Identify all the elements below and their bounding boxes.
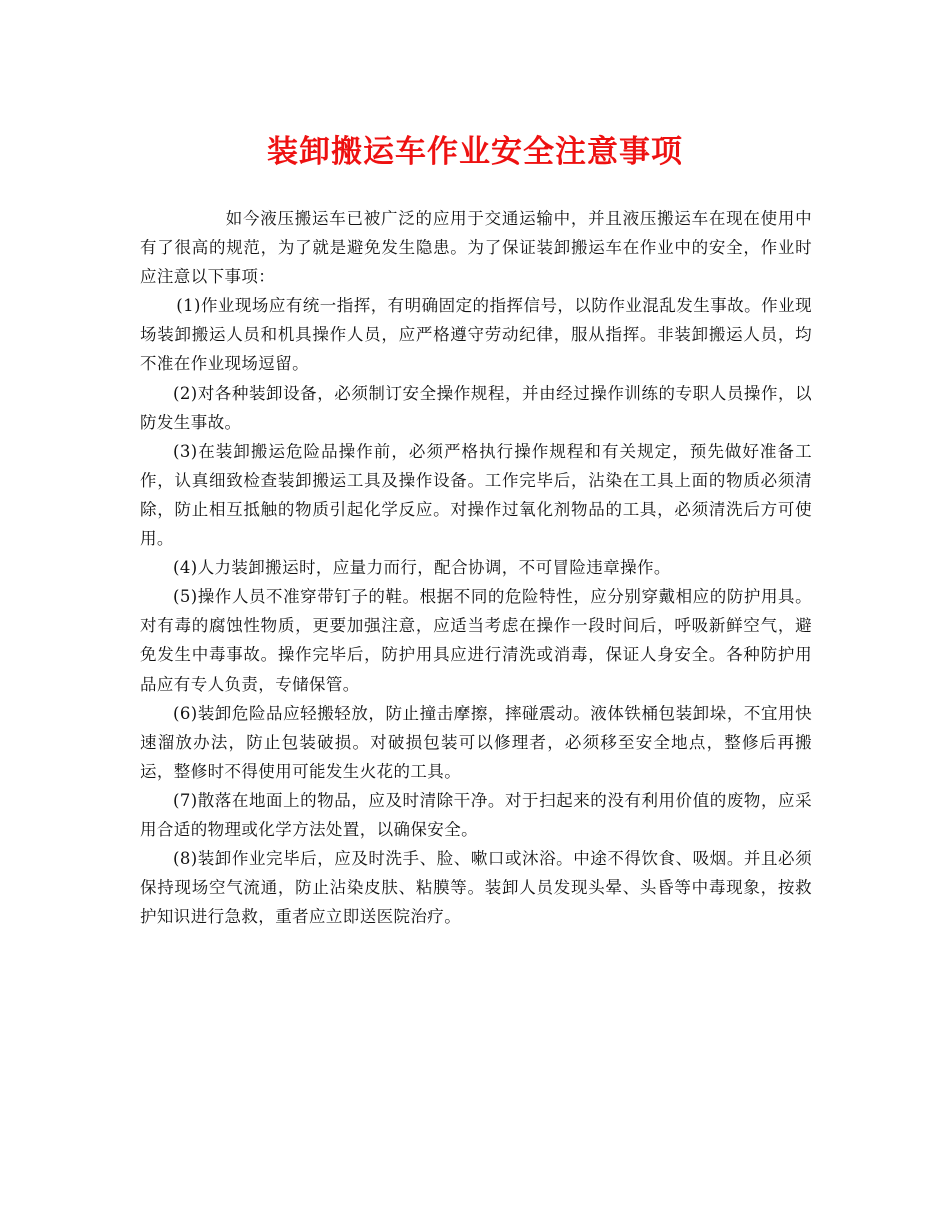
intro-paragraph: 如今液压搬运车已被广泛的应用于交通运输中，并且液压搬运车在现在使用中有了很高的规范，为了就是避免发生隐患。为了保证装卸搬运车在作业中的安全，作业时应注意以下事项： [140, 209, 812, 287]
item-8-paragraph: (8)装卸作业完毕后，应及时洗手、脸、嗽口或沐浴。中途不得饮食、吸烟。并且必须保持现场空气流通，防止沾染皮肤、粘膜等。装卸人员发现头晕、头昏等中毒现象，按救护知识进行急救，重者应立即送医院治疗。 [140, 849, 812, 927]
item-6-paragraph: (6)装卸危险品应轻搬轻放，防止撞击摩擦，摔碰震动。液体铁桶包装卸垛，不宜用快速溜放办法，防止包装破损。对破损包装可以修理者，必须移至安全地点，整修后再搬运，整修时不得使用可能发生火花的工具。 [140, 703, 812, 781]
item-5-paragraph: (5)操作人员不准穿带钉子的鞋。根据不同的危险特性，应分别穿戴相应的防护用具。对有毒的腐蚀性物质，更要加强注意，应适当考虑在操作一段时间后，呼吸新鲜空气，避免发生中毒事故。操作完毕后，防护用具应进行清洗或消毒，保证人身安全。各种防护用品应有专人负责，专储保管。 [140, 587, 812, 694]
document-title: 装卸搬运车作业安全注意事项 [267, 134, 683, 170]
item-1-paragraph: (1)作业现场应有统一指挥，有明确固定的指挥信号，以防作业混乱发生事故。作业现场装卸搬运人员和机具操作人员，应严格遵守劳动纪律，服从指挥。非装卸搬运人员，均不准在作业现场逗留。 [140, 296, 812, 374]
item-7-paragraph: (7)散落在地面上的物品，应及时清除干净。对于扫起来的没有利用价值的废物，应采用合适的物理或化学方法处置，以确保安全。 [140, 790, 812, 839]
document-body [140, 204, 812, 931]
item-2-paragraph: (2)对各种装卸设备，必须制订安全操作规程，并由经过操作训练的专职人员操作，以防发生事故。 [140, 383, 812, 432]
item-4-paragraph: (4)人力装卸搬运时，应量力而行，配合协调，不可冒险违章操作。 [173, 558, 671, 578]
item-3-paragraph: (3)在装卸搬运危险品操作前，必须严格执行操作规程和有关规定，预先做好准备工作，认真细致检查装卸搬运工具及操作设备。工作完毕后，沾染在工具上面的物质必须清除，防止相互抵触的物质引起化学反应。对操作过氧化剂物品的工具，必须清洗后方可使用。 [140, 441, 812, 549]
